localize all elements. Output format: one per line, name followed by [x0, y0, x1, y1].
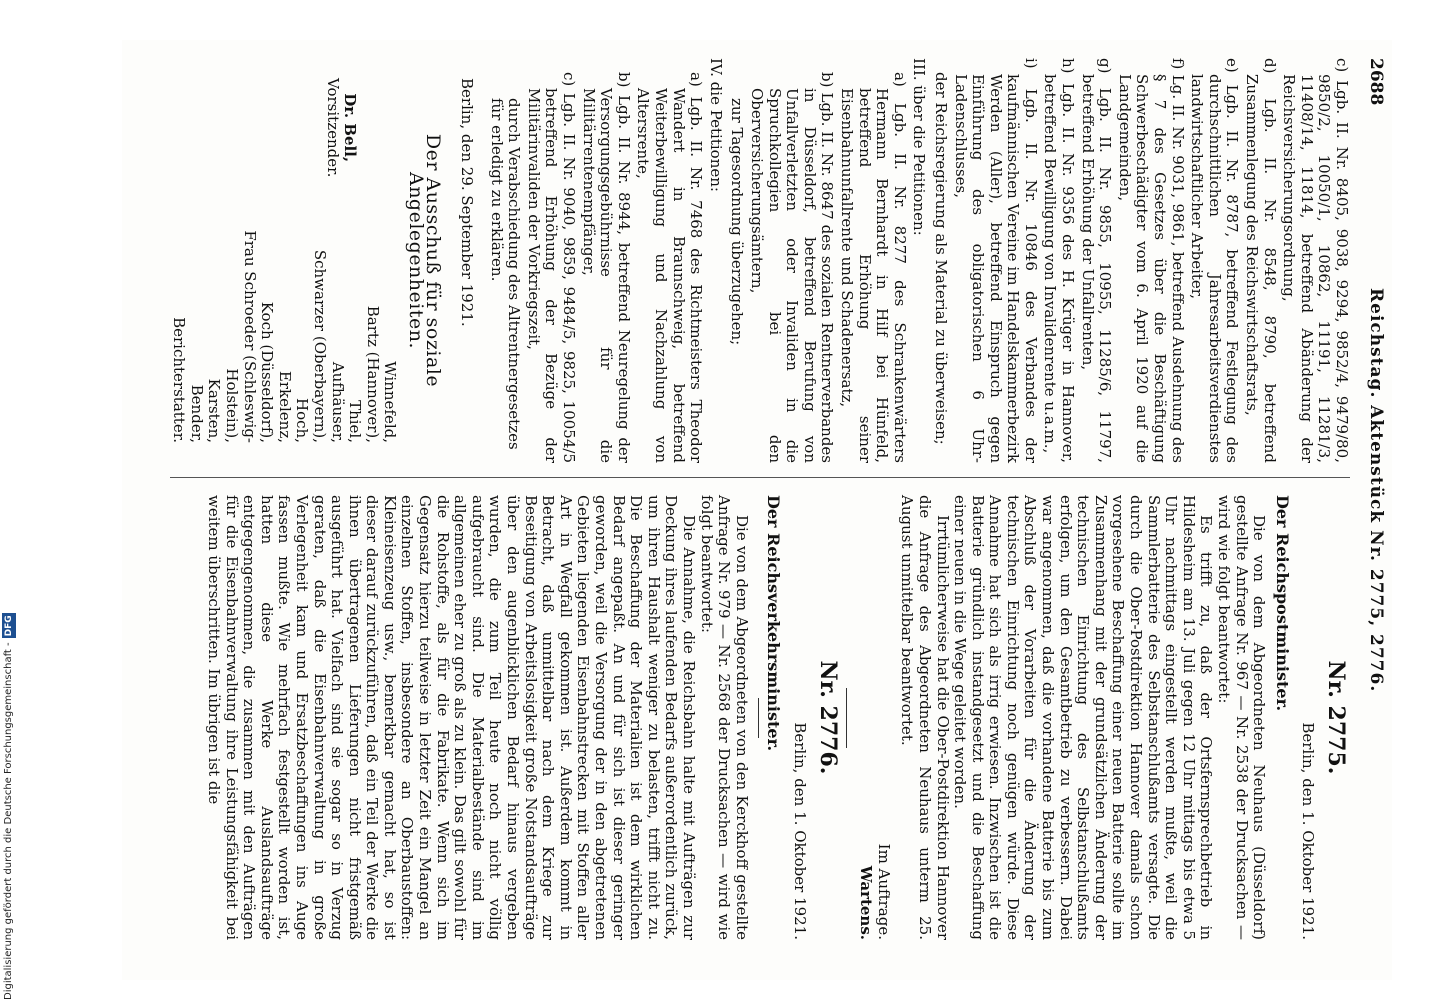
document-page	[122, 40, 1392, 980]
running-header	[1358, 58, 1384, 958]
item-text: Lgb. II. Nr. 8787, betreffend Festlegung des durchschnittlichen Jahresarbeitsverdienstes landwirtschaftlicher Arbeiter,	[1188, 74, 1242, 463]
member-name: Karsten,	[205, 378, 224, 443]
committee-heading: Der Ausschuß für soziale Angelegenheiten.	[404, 133, 445, 388]
list-item	[951, 58, 1039, 463]
member-name: Hoch,	[293, 398, 312, 443]
member-name: Koch (Düsseldorf),	[258, 301, 277, 443]
minister-divider	[758, 698, 759, 738]
dfg-logo: DFG	[4, 615, 14, 637]
paragraph-2775-1: Die von dem Abgeordneten Neuhaus (Düsseldorf) gestellte Anfrage Nr. 967 — Nr. 2538 der Drucksachen — wird wie folgt beantwortet:	[1215, 495, 1269, 940]
paragraph-2776-2: Die Annahme, die Reichsbahn halte mit Aufträgen zur Deckung ihres laufenden Bedarfs außerordentlich zurück, um ihren Haushalt weniger zu belasten, trifft nicht zu. Die Beschaffung der Materialien ist dem wirklichen Bedarf angepaßt. An und für sich ist dieser geringer geworden, weil die Versorgung der in den abgetretenen Gebieten liegenden Eisenbahnstrecken mit Stoffen aller Art in Wegfall gekommen ist. Außerdem kommt in Betracht, daß unmittelbar nach dem Kriege zur Beseitigung von Arbeitslosigkeit große Notstandsaufträge über den augenblicklichen Bedarf hinaus vergeben wurden, die zum Teil heute noch nicht völlig aufgebraucht sind. Die Materialbestände sind im allgemeinen eher zu groß als zu klein. Das gilt sowohl für die Rohstoffe, als für die Fabrikate. Wenn sich im Gegensatz hierzu teilweise in letzter Zeit ein Mangel an einzelnen Stoffen, insbesondere an Oberbaustoffen: Kleineisenzeug usw., bemerkbar gemacht hat, so ist dieser darauf zurückzuführen, daß ein Teil der Werke die ihnen übertragenen Lieferungen nicht fristgemäß ausgeführt hat. Vielfach sind sie sogar so in Verzug geraten, daß die Eisenbahnverwaltung in große Verlegenheit kam und Ersatzbeschaffungen ins Auge fassen mußte. Wie mehrfach festgestellt worden ist, hatten diese Werke Auslandsaufträge entgegengenommen, die zusammen mit den Aufträgen für die Eisenbahnverwaltung ihre Leistungsfähigkeit bei weitem überschritten. Im übrigen ist die	[204, 495, 698, 940]
item-label: d)	[1260, 58, 1279, 74]
item-label: a)	[687, 72, 706, 87]
signer-2775: Wartens.	[857, 865, 876, 940]
item-text: Lg. II. Nr. 9031, 9861, betreffend Ausdehnung des § 7 des Gesetzes über die Beschäftigung Schwerbeschädigter vom 6. April 1920 auf die Landgemeinden,	[1115, 74, 1187, 463]
item-text: Lgb. II. Nr. 7468 des Richtmeisters Theodor Wandert in Braunschweig, betreffend Weiterbewilligung und Nachzahlung von Altersrente,	[634, 88, 706, 463]
item-text: Lgb. II. Nr. 9855, 10955, 11285/6, 11797, betreffend Erhöhung der Unfallrenten,	[1078, 74, 1115, 463]
resolved-line-2: für erledigt zu erklären.	[487, 98, 506, 282]
date-2775: Berlin, den 1. Oktober 1921.	[1299, 722, 1318, 940]
item-text: Lgb. II. Nr. 8405, 9038, 9294, 9852/4, 9479/80, 9850/2, 10050/1, 10862, 11191, 11281/3, 11408/14, 11814, betreffend Abänderung der Reichsversicherungsordnung,	[1280, 74, 1351, 463]
item-text: Lgb. II. Nr. 9356 des H. Krüger in Hannover, betreffend Bewilligung von Invalidenrente u.a.m.,	[1041, 74, 1078, 463]
list-item	[1078, 58, 1113, 463]
digitization-credit	[2, 360, 16, 1000]
item-label: c)	[1333, 58, 1351, 73]
list-item	[1188, 58, 1241, 463]
material-line: der Reichsregierung als Material zu überweisen;	[931, 72, 950, 445]
item-text: Lgb. II. Nr. 8647 des sozialen Rentnerverbandes in Düsseldorf, betreffend Berufung von Unfallverletzten oder Invaliden in die Spruchkollegien bei den Oberversicherungsämtern,	[748, 88, 837, 463]
chair-name: Dr. Bell,	[341, 93, 360, 163]
section-divider	[846, 688, 847, 748]
item-label: h)	[1059, 58, 1078, 74]
list-item	[1041, 58, 1076, 463]
petition-list-top	[951, 58, 1350, 463]
date-2776: Berlin, den 1. Oktober 1921.	[790, 722, 809, 940]
right-column	[204, 495, 1350, 940]
section-III-heading: III. über die Petitionen:	[910, 58, 929, 236]
running-title: Reichstag. Aktenstück Nr. 2775, 2776.	[1366, 288, 1386, 693]
chair-role: Vorsitzender.	[323, 78, 342, 178]
member-name: Erkelenz,	[275, 370, 294, 443]
signature-2775	[857, 495, 892, 940]
signatures	[168, 58, 398, 463]
list-item	[579, 58, 632, 463]
left-column	[168, 58, 1350, 463]
item-label: e)	[1223, 58, 1242, 73]
paragraph-2775-2: Es trifft zu, daß der Ortsfernsprechbetrieb in Hildesheim am 13. Juli gegen 12 Uhr mittags bis etwa 5 Uhr nachmittags eingestellt werden mußte, weil die Sammlerbatterie des Selbstanschlußamts versagte. Die durch die Ober-Postdirektion Hannover damals schon vorgesehene Beschaffung einer neuen Batterie sollte im Zusammenhang mit der grundsätzlichen Änderung der technischen Einrichtung des Selbstanschlußamts erfolgen, um den Gesamtbetrieb zu verbessern. Dabei war angenommen, daß die vorhandene Batterie bis zum Abschluß der Vorarbeiten für die Änderung der technischen Einrichtung noch genügen würde. Diese Annahme hat sich als irrig erwiesen. Inzwischen ist die Batterie gründlich instandgesetzt und die Beschaffung einer neuen in die Wege geleitet worden.	[951, 495, 1216, 940]
column-divider	[170, 477, 1350, 478]
resolved-line-1: durch Verabschiedung des Altrentnergesetzes	[505, 98, 524, 450]
list-item	[524, 58, 577, 463]
list-item	[1242, 58, 1277, 463]
member-name: Aufhäuser,	[328, 361, 347, 443]
petition-list-IV	[524, 58, 704, 463]
member-name: Frau Schroeder (Schleswig-Holstein),	[222, 230, 259, 443]
item-label: a)	[890, 72, 909, 87]
item-label: b)	[818, 72, 837, 88]
item-label: c)	[560, 72, 579, 87]
page-number: 2688	[1366, 58, 1386, 106]
section-IV-heading: IV. die Petitionen:	[706, 58, 725, 192]
member-name: Bartz (Hannover),	[363, 305, 382, 443]
auftrag-line: Im Auftrage.	[874, 843, 893, 940]
item-label: b)	[614, 72, 633, 88]
member-name: Thiel,	[346, 400, 365, 443]
item-text: Lgb. II. Nr. 10846 des Verbandes der kaufmännischen Vereine im Handelskammerbezirk Werden (Aller), betreffend Einspruch gegen Einführung des obligatorischen 6 Uhr-Ladenschlusses,	[951, 74, 1040, 463]
agenda-line: zur Tagesordnung überzugehen;	[728, 98, 747, 346]
paragraph-2776-1: Die von dem Abgeordneten von den Kerckhoff gestellte Anfrage Nr. 979 — Nr. 2568 der Drucksachen — wird wie folgt beantwortet:	[697, 495, 751, 940]
minister-2775: Der Reichspostminister.	[1272, 495, 1292, 712]
list-item	[1280, 58, 1350, 463]
document-number-2775: Nr. 2775.	[1323, 660, 1349, 775]
petition-list-III	[747, 58, 907, 463]
item-text: Lgb. II. Nr. 8548, 8790, betreffend Zusammenlegung des Reichswirtschaftsrats,	[1243, 74, 1279, 463]
minister-2776: Der Reichsverkehrsminister.	[764, 495, 784, 752]
credit-text: Digitalisierung gefördert durch die Deutsche Forschungsgemeinschaft -	[3, 642, 14, 1000]
item-text: Lgb. II. Nr. 8277 des Schrankenwärters Hermann Bernhardt in Hilf bei Hünfeld, betreffend Erhöhung seiner Eisenbahnunfallrente und Schadenersatz,	[837, 88, 909, 463]
member-name: Schwarzer (Oberbayern),	[310, 249, 329, 443]
chair-block	[323, 78, 358, 177]
list-item	[1115, 58, 1185, 463]
member-name: Bender,	[187, 384, 206, 443]
item-label: g)	[1096, 58, 1115, 74]
paragraph-2775-3: Irrtümlicherweise hat die Ober-Postdirektion Hannover die Anfrage des Abgeordneten Neuhaus unterm 25. August unmittelbar beantwortet.	[898, 495, 952, 940]
item-text: Lgb. II. Nr. 8944, betreffend Neuregelung der Versorgungsgebührnisse für die Militärrentenempfänger,	[579, 88, 633, 463]
member-name: Berichterstatter.	[170, 317, 189, 443]
list-item	[837, 58, 907, 463]
place-date: Berlin, den 29. September 1921.	[458, 78, 477, 327]
item-text: Lgb. II. Nr. 9040, 9859, 9484/5, 9825, 10054/5 betreffend Erhöhung der Bezüge der Militärinvaliden der Vorkriegszeit,	[524, 88, 579, 463]
list-item	[747, 58, 835, 463]
item-label: i)	[1021, 58, 1040, 69]
member-name: Winnefeld,	[381, 361, 400, 443]
member-list	[170, 203, 399, 443]
item-label: f)	[1168, 58, 1187, 70]
list-item	[634, 58, 704, 463]
document-number-2776: Nr. 2776.	[814, 660, 841, 775]
